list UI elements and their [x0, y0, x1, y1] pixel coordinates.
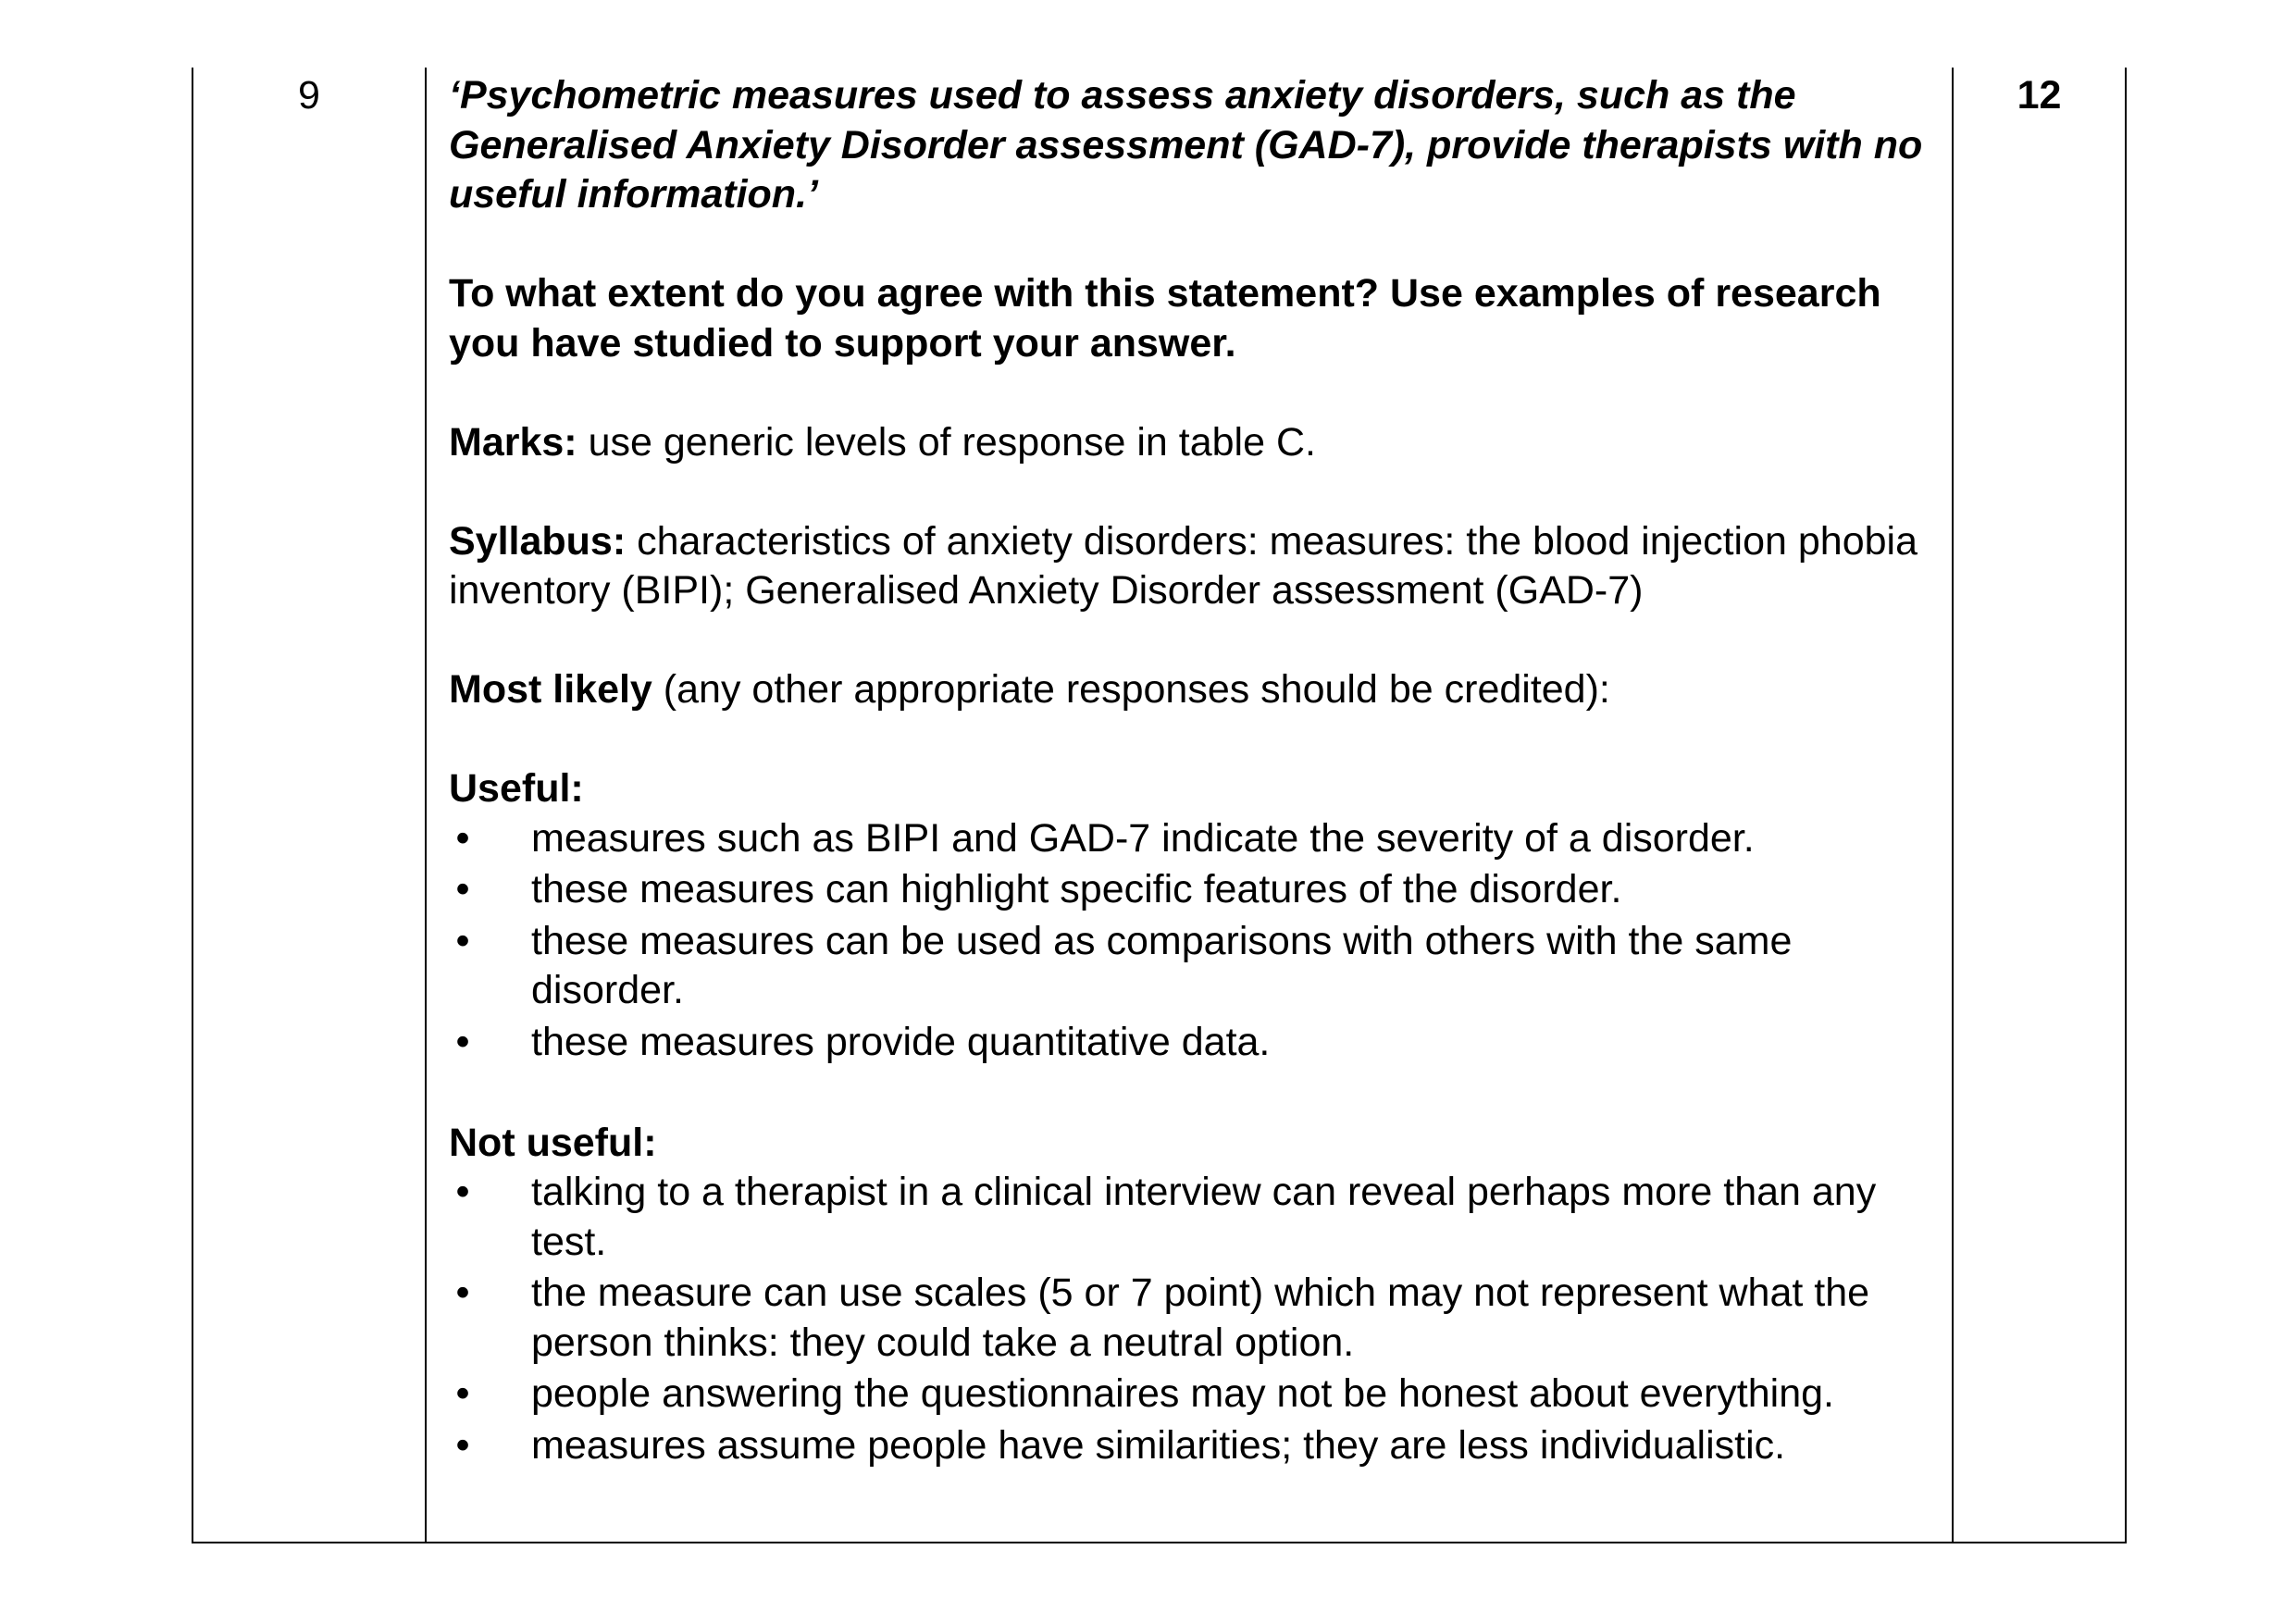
list-item: • these measures provide quantitative data.	[449, 1018, 1943, 1068]
useful-list	[449, 814, 1943, 1068]
list-item: • people answering the questionnaires may not be honest about everything.	[449, 1370, 1943, 1419]
bullet-icon: •	[455, 1019, 470, 1064]
most-likely-text: (any other appropriate responses should be credited):	[652, 667, 1610, 712]
bullet-icon: •	[455, 1422, 470, 1468]
bullet-icon: •	[455, 1170, 470, 1214]
question-task: To what extent do you agree with this statement? Use examples of research you have studied to support your answer.	[449, 271, 1881, 366]
most-likely-label: Most likely	[449, 667, 652, 712]
syllabus-guidance	[449, 517, 1943, 616]
marks-label: Marks:	[449, 419, 577, 465]
bullet-icon: •	[455, 1371, 470, 1416]
list-item: • these measures can be used as comparisons with others with the same disorder.	[449, 917, 1943, 1016]
bullet-icon: •	[455, 918, 470, 963]
bullet-icon: •	[455, 867, 470, 911]
list-item: • these measures can highlight specific features of the disorder.	[449, 865, 1943, 915]
list-item: • measures assume people have similarities; they are less individualistic.	[449, 1421, 1943, 1471]
syllabus-label: Syllabus:	[449, 518, 627, 564]
marks-guidance	[449, 418, 1943, 468]
syllabus-text: characteristics of anxiety disorders: measures: the blood injection phobia inventory (BIPI); Generalised Anxiety Disorder assessment (GAD-7)	[449, 518, 1918, 613]
column-divider	[425, 68, 427, 1542]
list-item: • the measure can use scales (5 or 7 point) which may not represent what the person thinks: they could take a neutral option.	[449, 1269, 1943, 1368]
bullet-icon: •	[455, 815, 470, 861]
question-number: 9	[298, 73, 320, 118]
list-item: • talking to a therapist in a clinical interview can reveal perhaps more than any test.	[449, 1168, 1943, 1267]
useful-heading: Useful:	[449, 766, 584, 811]
not-useful-list	[449, 1168, 1943, 1470]
question-statement: ‘Psychometric measures used to assess anxiety disorders, such as the Generalised Anxiety Disorder assessment (GAD-7), provide therapists with no useful information.’	[449, 73, 1923, 217]
not-useful-heading: Not useful:	[449, 1120, 657, 1165]
marks-text: use generic levels of response in table C.	[577, 419, 1316, 465]
mark-scheme-table	[192, 68, 2127, 1543]
answer-cell	[449, 71, 1943, 1472]
column-divider	[1952, 68, 1954, 1542]
list-item: • measures such as BIPI and GAD-7 indicate the severity of a disorder.	[449, 814, 1943, 864]
most-likely-guidance	[449, 665, 1943, 715]
question-marks: 12	[2017, 73, 2062, 118]
bullet-icon: •	[455, 1271, 470, 1315]
